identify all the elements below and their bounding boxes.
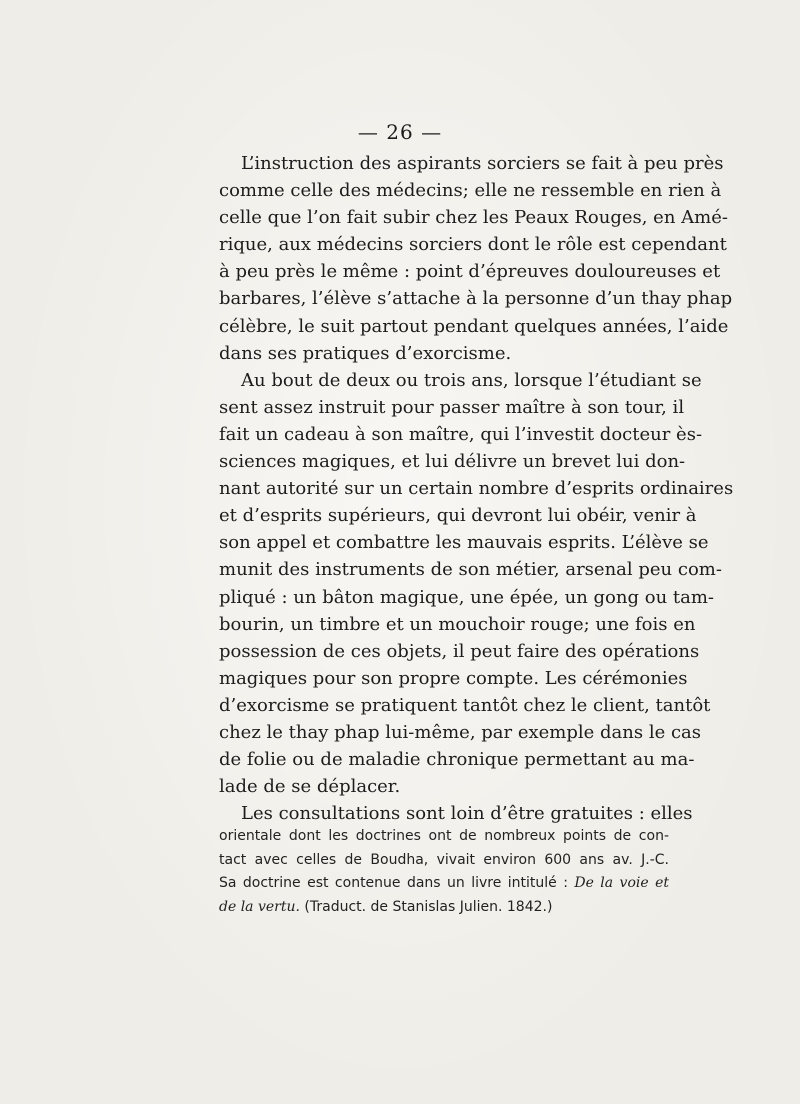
- text-line: d’exorcisme se pratiquent tantôt chez le client, tantôt: [219, 694, 711, 716]
- text-line: bourin, un timbre et un mouchoir rouge; une fois en: [219, 613, 696, 635]
- text-line: dans ses pratiques d’exorcisme.: [219, 342, 512, 364]
- footnote-line: [219, 896, 669, 920]
- text-line: son appel et combattre les mauvais esprits. L’élève se: [219, 532, 709, 554]
- text-line: sciences magiques, et lui délivre un brevet lui don-: [219, 451, 686, 473]
- page-number: — 26 —: [357, 120, 443, 144]
- text-line: chez le thay phap lui-même, par exemple dans le cas: [219, 721, 702, 743]
- text-line: Les consultations sont loin d’être gratuites : elles: [241, 803, 693, 825]
- text-line: celle que l’on fait subir chez les Peaux Rouges, en Amé-: [219, 207, 728, 229]
- text-line: de folie ou de maladie chronique permettant au ma-: [219, 749, 695, 771]
- text-line: lade de se déplacer.: [219, 776, 401, 798]
- text-line: munit des instruments de son métier, arsenal peu com-: [219, 559, 722, 581]
- text-line: pliqué : un bâton magique, une épée, un gong ou tam-: [219, 586, 714, 608]
- text-line: fait un cadeau à son maître, qui l’investit docteur ès-: [219, 423, 703, 445]
- footnote-text: Sa doctrine est contenue dans un livre intitulé :: [219, 875, 568, 891]
- text-line: et d’esprits supérieurs, qui devront lui obéir, venir à: [219, 505, 697, 527]
- main-text: [219, 150, 734, 827]
- text-line: rique, aux médecins sorciers dont le rôle est cependant: [219, 234, 727, 256]
- paragraph-2: [219, 367, 734, 801]
- text-line: L’instruction des aspirants sorciers se fait à peu près: [241, 153, 724, 174]
- text-line: célèbre, le suit partout pendant quelques années, l’aide: [219, 315, 729, 337]
- paragraph-1: [219, 150, 733, 367]
- text-line: magiques pour son propre compte. Les cérémonies: [219, 667, 688, 689]
- footnote-book-title-cont: de la vertu.: [219, 898, 300, 915]
- footnote: [219, 825, 669, 919]
- text-line: sent assez instruit pour passer maître à son tour, il: [219, 396, 685, 418]
- text-line: à peu près le même : point d’épreuves douloureuses et: [219, 261, 721, 283]
- text-line: barbares, l’élève s’attache à la personne d’un thay phap: [219, 288, 733, 310]
- text-line: nant autorité sur un certain nombre d’esprits ordinaires: [219, 478, 734, 500]
- footnote-line: [219, 872, 669, 896]
- paragraph-3: [219, 800, 693, 827]
- footnote-line: tact avec celles de Boudha, vivait environ 600 ans av. J.-C.: [219, 851, 669, 868]
- footnote-citation: (Traduct. de Stanislas Julien. 1842.): [304, 898, 553, 915]
- text-line: comme celle des médecins; elle ne ressemble en rien à: [219, 180, 722, 202]
- text-line: possession de ces objets, il peut faire des opérations: [219, 640, 700, 662]
- text-line: Au bout de deux ou trois ans, lorsque l’étudiant se: [241, 369, 702, 391]
- footnote-line: orientale dont les doctrines ont de nombreux points de con-: [219, 828, 669, 844]
- footnote-book-title: De la voie et: [574, 875, 670, 891]
